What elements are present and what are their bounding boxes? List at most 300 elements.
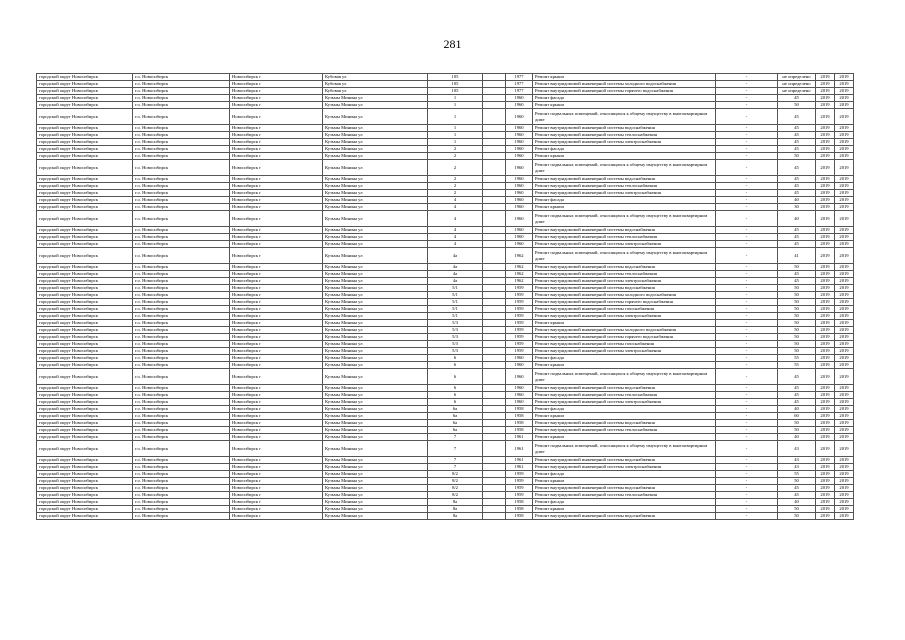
- house-number-cell: 5/3: [428, 334, 483, 341]
- city-cell: Новосибирск г: [230, 190, 323, 197]
- district-cell: городской округ Новосибирск: [37, 125, 133, 132]
- cost-cell: 50: [778, 299, 816, 306]
- cost-cell: 40: [778, 211, 816, 227]
- street-cell: Кузьмы Минина ул: [323, 406, 428, 413]
- house-number-cell: 4а: [428, 271, 483, 278]
- table-row: [37, 327, 854, 334]
- city-cell: Новосибирск г: [230, 153, 323, 160]
- end-year-cell: 2019: [835, 299, 854, 306]
- district-cell: городской округ Новосибирск: [37, 362, 133, 369]
- table-row: [37, 299, 854, 306]
- settlement-cell: г.о. Новосибирск: [133, 348, 230, 355]
- street-cell: Кузьмы Минина ул: [323, 139, 428, 146]
- work-type-cell: Ремонт крыши: [533, 320, 716, 327]
- city-cell: Новосибирск г: [230, 413, 323, 420]
- city-cell: Новосибирск г: [230, 183, 323, 190]
- blank-cell: [483, 506, 506, 513]
- end-year-cell: 2019: [835, 457, 854, 464]
- start-year-cell: 2019: [816, 441, 835, 457]
- end-year-cell: 2019: [835, 499, 854, 506]
- dash-cell: -: [716, 125, 778, 132]
- house-number-cell: 6а: [428, 406, 483, 413]
- end-year-cell: 2019: [835, 341, 854, 348]
- city-cell: Новосибирск г: [230, 139, 323, 146]
- dash-cell: -: [716, 241, 778, 248]
- city-cell: Новосибирск г: [230, 234, 323, 241]
- start-year-cell: 2019: [816, 81, 835, 88]
- city-cell: Новосибирск г: [230, 88, 323, 95]
- end-year-cell: 2019: [835, 190, 854, 197]
- cost-cell: 41: [778, 248, 816, 264]
- blank-cell: [483, 492, 506, 499]
- district-cell: городской округ Новосибирск: [37, 306, 133, 313]
- end-year-cell: 2019: [835, 74, 854, 81]
- street-cell: Кузьмы Минина ул: [323, 320, 428, 327]
- house-number-cell: 2: [428, 190, 483, 197]
- district-cell: городской округ Новосибирск: [37, 292, 133, 299]
- city-cell: Новосибирск г: [230, 506, 323, 513]
- end-year-cell: 2019: [835, 271, 854, 278]
- district-cell: городской округ Новосибирск: [37, 320, 133, 327]
- blank-cell: [483, 234, 506, 241]
- end-year-cell: 2019: [835, 146, 854, 153]
- settlement-cell: г.о. Новосибирск: [133, 434, 230, 441]
- settlement-cell: г.о. Новосибирск: [133, 153, 230, 160]
- cost-cell: 40: [778, 499, 816, 506]
- end-year-cell: 2019: [835, 506, 854, 513]
- table-row: [37, 441, 854, 457]
- cost-cell: не определено: [778, 74, 816, 81]
- year-built-cell: 1959: [506, 285, 533, 292]
- start-year-cell: 2019: [816, 271, 835, 278]
- end-year-cell: 2019: [835, 292, 854, 299]
- district-cell: городской округ Новосибирск: [37, 204, 133, 211]
- start-year-cell: 2019: [816, 88, 835, 95]
- year-built-cell: 1977: [506, 81, 533, 88]
- start-year-cell: 2019: [816, 320, 835, 327]
- city-cell: Новосибирск г: [230, 355, 323, 362]
- end-year-cell: 2019: [835, 348, 854, 355]
- end-year-cell: 2019: [835, 278, 854, 285]
- blank-cell: [483, 95, 506, 102]
- settlement-cell: г.о. Новосибирск: [133, 227, 230, 234]
- house-number-cell: 105: [428, 74, 483, 81]
- table-row: [37, 348, 854, 355]
- blank-cell: [483, 399, 506, 406]
- cost-cell: 50: [778, 334, 816, 341]
- house-number-cell: 6: [428, 362, 483, 369]
- settlement-cell: г.о. Новосибирск: [133, 499, 230, 506]
- end-year-cell: 2019: [835, 306, 854, 313]
- year-built-cell: 1960: [506, 204, 533, 211]
- end-year-cell: 2019: [835, 285, 854, 292]
- district-cell: городской округ Новосибирск: [37, 327, 133, 334]
- work-type-cell: Ремонт внутридомовой инженерной системы водоснабжения: [533, 285, 716, 292]
- cost-cell: 50: [778, 153, 816, 160]
- cost-cell: 50: [778, 348, 816, 355]
- start-year-cell: 2019: [816, 306, 835, 313]
- street-cell: Кузьмы Минина ул: [323, 513, 428, 520]
- street-cell: Кузьмы Минина ул: [323, 362, 428, 369]
- year-built-cell: 1960: [506, 211, 533, 227]
- work-type-cell: Ремонт фасада: [533, 355, 716, 362]
- year-built-cell: 1960: [506, 132, 533, 139]
- end-year-cell: 2019: [835, 241, 854, 248]
- city-cell: Новосибирск г: [230, 369, 323, 385]
- dash-cell: -: [716, 146, 778, 153]
- house-number-cell: 6а: [428, 420, 483, 427]
- street-cell: Кузьмы Минина ул: [323, 334, 428, 341]
- work-type-cell: Ремонт внутридомовой инженерной системы теплоснабжения: [533, 234, 716, 241]
- start-year-cell: 2019: [816, 313, 835, 320]
- start-year-cell: 2019: [816, 102, 835, 109]
- blank-cell: [483, 471, 506, 478]
- settlement-cell: г.о. Новосибирск: [133, 95, 230, 102]
- district-cell: городской округ Новосибирск: [37, 139, 133, 146]
- district-cell: городской округ Новосибирск: [37, 413, 133, 420]
- year-built-cell: 1960: [506, 399, 533, 406]
- city-cell: Новосибирск г: [230, 471, 323, 478]
- city-cell: Новосибирск г: [230, 334, 323, 341]
- start-year-cell: 2019: [816, 204, 835, 211]
- blank-cell: [483, 513, 506, 520]
- start-year-cell: 2019: [816, 95, 835, 102]
- year-built-cell: 1961: [506, 457, 533, 464]
- house-number-cell: 1: [428, 109, 483, 125]
- street-cell: Кузьмы Минина ул: [323, 241, 428, 248]
- street-cell: Кузьмы Минина ул: [323, 160, 428, 176]
- start-year-cell: 2019: [816, 471, 835, 478]
- house-number-cell: 4: [428, 211, 483, 227]
- cost-cell: 50: [778, 506, 816, 513]
- year-built-cell: 1958: [506, 406, 533, 413]
- blank-cell: [483, 299, 506, 306]
- district-cell: городской округ Новосибирск: [37, 299, 133, 306]
- blank-cell: [483, 109, 506, 125]
- house-number-cell: 2: [428, 146, 483, 153]
- dash-cell: -: [716, 139, 778, 146]
- blank-cell: [483, 204, 506, 211]
- district-cell: городской округ Новосибирск: [37, 457, 133, 464]
- start-year-cell: 2019: [816, 399, 835, 406]
- cost-cell: 40: [778, 197, 816, 204]
- start-year-cell: 2019: [816, 241, 835, 248]
- settlement-cell: г.о. Новосибирск: [133, 292, 230, 299]
- dash-cell: -: [716, 88, 778, 95]
- street-cell: Кузьмы Минина ул: [323, 369, 428, 385]
- settlement-cell: г.о. Новосибирск: [133, 271, 230, 278]
- cost-cell: 50: [778, 292, 816, 299]
- street-cell: Кузьмы Минина ул: [323, 153, 428, 160]
- dash-cell: -: [716, 413, 778, 420]
- end-year-cell: 2019: [835, 197, 854, 204]
- start-year-cell: 2019: [816, 160, 835, 176]
- city-cell: Новосибирск г: [230, 146, 323, 153]
- cost-cell: 50: [778, 341, 816, 348]
- blank-cell: [483, 102, 506, 109]
- settlement-cell: г.о. Новосибирск: [133, 109, 230, 125]
- table-row: [37, 499, 854, 506]
- year-built-cell: 1960: [506, 176, 533, 183]
- end-year-cell: 2019: [835, 485, 854, 492]
- dash-cell: -: [716, 327, 778, 334]
- blank-cell: [483, 427, 506, 434]
- street-cell: Кузьмы Минина ул: [323, 478, 428, 485]
- work-type-cell: Ремонт внутридомовой инженерной системы электроснабжения: [533, 399, 716, 406]
- blank-cell: [483, 271, 506, 278]
- district-cell: городской округ Новосибирск: [37, 285, 133, 292]
- table-row: [37, 457, 854, 464]
- work-type-cell: Ремонт внутридомовой инженерной системы водоснабжения: [533, 227, 716, 234]
- year-built-cell: 1959: [506, 313, 533, 320]
- district-cell: городской округ Новосибирск: [37, 385, 133, 392]
- start-year-cell: 2019: [816, 392, 835, 399]
- house-number-cell: 1: [428, 102, 483, 109]
- settlement-cell: г.о. Новосибирск: [133, 197, 230, 204]
- end-year-cell: 2019: [835, 88, 854, 95]
- end-year-cell: 2019: [835, 355, 854, 362]
- street-cell: Кузьмы Минина ул: [323, 227, 428, 234]
- house-number-cell: 7: [428, 434, 483, 441]
- dash-cell: -: [716, 102, 778, 109]
- start-year-cell: 2019: [816, 299, 835, 306]
- start-year-cell: 2019: [816, 292, 835, 299]
- house-number-cell: 5/3: [428, 348, 483, 355]
- settlement-cell: г.о. Новосибирск: [133, 464, 230, 471]
- city-cell: Новосибирск г: [230, 278, 323, 285]
- blank-cell: [483, 183, 506, 190]
- settlement-cell: г.о. Новосибирск: [133, 204, 230, 211]
- street-cell: Кузьмы Минина ул: [323, 464, 428, 471]
- end-year-cell: 2019: [835, 471, 854, 478]
- start-year-cell: 2019: [816, 499, 835, 506]
- year-built-cell: 1961: [506, 434, 533, 441]
- district-cell: городской округ Новосибирск: [37, 355, 133, 362]
- street-cell: Кузьмы Минина ул: [323, 385, 428, 392]
- dash-cell: -: [716, 513, 778, 520]
- blank-cell: [483, 264, 506, 271]
- dash-cell: -: [716, 441, 778, 457]
- blank-cell: [483, 160, 506, 176]
- year-built-cell: 1960: [506, 125, 533, 132]
- end-year-cell: 2019: [835, 227, 854, 234]
- end-year-cell: 2019: [835, 125, 854, 132]
- cost-cell: 43: [778, 457, 816, 464]
- work-type-cell: Ремонт внутридомовой инженерной системы водоснабжения: [533, 457, 716, 464]
- start-year-cell: 2019: [816, 341, 835, 348]
- city-cell: Новосибирск г: [230, 478, 323, 485]
- dash-cell: -: [716, 197, 778, 204]
- end-year-cell: 2019: [835, 81, 854, 88]
- dash-cell: -: [716, 81, 778, 88]
- street-cell: Кузьмы Минина ул: [323, 499, 428, 506]
- cost-cell: 45: [778, 183, 816, 190]
- street-cell: Кузьмы Минина ул: [323, 95, 428, 102]
- start-year-cell: 2019: [816, 406, 835, 413]
- dash-cell: -: [716, 132, 778, 139]
- dash-cell: -: [716, 471, 778, 478]
- table-row: [37, 320, 854, 327]
- table-row: [37, 74, 854, 81]
- cost-cell: 45: [778, 385, 816, 392]
- start-year-cell: 2019: [816, 190, 835, 197]
- work-type-cell: Ремонт крыши: [533, 74, 716, 81]
- year-built-cell: 1959: [506, 485, 533, 492]
- table-row: [37, 392, 854, 399]
- city-cell: Новосибирск г: [230, 464, 323, 471]
- work-type-cell: Ремонт подвальных помещений, относящихся к общему имуществу в многоквартирном доме: [533, 211, 716, 227]
- cost-cell: 45: [778, 95, 816, 102]
- work-type-cell: Ремонт фасада: [533, 406, 716, 413]
- district-cell: городской округ Новосибирск: [37, 427, 133, 434]
- work-type-cell: Ремонт внутридомовой инженерной системы холодного водоснабжения: [533, 292, 716, 299]
- district-cell: городской округ Новосибирск: [37, 248, 133, 264]
- end-year-cell: 2019: [835, 362, 854, 369]
- end-year-cell: 2019: [835, 95, 854, 102]
- house-number-cell: 1: [428, 139, 483, 146]
- blank-cell: [483, 241, 506, 248]
- end-year-cell: 2019: [835, 320, 854, 327]
- settlement-cell: г.о. Новосибирск: [133, 492, 230, 499]
- table-row: [37, 241, 854, 248]
- work-type-cell: Ремонт внутридомовой инженерной системы электроснабжения: [533, 278, 716, 285]
- street-cell: Кузьмы Минина ул: [323, 392, 428, 399]
- blank-cell: [483, 464, 506, 471]
- year-built-cell: 1959: [506, 348, 533, 355]
- house-number-cell: 4а: [428, 248, 483, 264]
- city-cell: Новосибирск г: [230, 271, 323, 278]
- work-type-cell: Ремонт внутридомовой инженерной системы теплоснабжения: [533, 392, 716, 399]
- city-cell: Новосибирск г: [230, 81, 323, 88]
- dash-cell: -: [716, 153, 778, 160]
- street-cell: Кубовая ул: [323, 88, 428, 95]
- street-cell: Кубовая ул: [323, 81, 428, 88]
- blank-cell: [483, 176, 506, 183]
- work-type-cell: Ремонт внутридомовой инженерной системы теплоснабжения: [533, 427, 716, 434]
- district-cell: городской округ Новосибирск: [37, 513, 133, 520]
- house-number-cell: 6а: [428, 427, 483, 434]
- table-row: [37, 399, 854, 406]
- start-year-cell: 2019: [816, 183, 835, 190]
- year-built-cell: 1960: [506, 241, 533, 248]
- dash-cell: -: [716, 478, 778, 485]
- blank-cell: [483, 369, 506, 385]
- district-cell: городской округ Новосибирск: [37, 211, 133, 227]
- table-row: [37, 204, 854, 211]
- table-row: [37, 227, 854, 234]
- blank-cell: [483, 74, 506, 81]
- house-number-cell: 2: [428, 160, 483, 176]
- year-built-cell: 1960: [506, 183, 533, 190]
- dash-cell: -: [716, 95, 778, 102]
- house-number-cell: 2: [428, 183, 483, 190]
- district-cell: городской округ Новосибирск: [37, 227, 133, 234]
- district-cell: городской округ Новосибирск: [37, 506, 133, 513]
- year-built-cell: 1959: [506, 327, 533, 334]
- settlement-cell: г.о. Новосибирск: [133, 471, 230, 478]
- house-number-cell: 8/2: [428, 471, 483, 478]
- table-row: [37, 355, 854, 362]
- house-number-cell: 5/3: [428, 327, 483, 334]
- settlement-cell: г.о. Новосибирск: [133, 160, 230, 176]
- street-cell: Кузьмы Минина ул: [323, 427, 428, 434]
- city-cell: Новосибирск г: [230, 385, 323, 392]
- start-year-cell: 2019: [816, 513, 835, 520]
- start-year-cell: 2019: [816, 478, 835, 485]
- start-year-cell: 2019: [816, 109, 835, 125]
- district-cell: городской округ Новосибирск: [37, 183, 133, 190]
- end-year-cell: 2019: [835, 392, 854, 399]
- work-type-cell: Ремонт подвальных помещений, относящихся к общему имуществу в многоквартирном доме: [533, 441, 716, 457]
- blank-cell: [483, 132, 506, 139]
- cost-cell: 45: [778, 392, 816, 399]
- city-cell: Новосибирск г: [230, 406, 323, 413]
- blank-cell: [483, 420, 506, 427]
- city-cell: Новосибирск г: [230, 492, 323, 499]
- dash-cell: -: [716, 285, 778, 292]
- cost-cell: не определено: [778, 88, 816, 95]
- settlement-cell: г.о. Новосибирск: [133, 234, 230, 241]
- work-type-cell: Ремонт фасада: [533, 197, 716, 204]
- year-built-cell: 1960: [506, 160, 533, 176]
- end-year-cell: 2019: [835, 413, 854, 420]
- table-row: [37, 506, 854, 513]
- cost-cell: 50: [778, 478, 816, 485]
- dash-cell: -: [716, 313, 778, 320]
- year-built-cell: 1960: [506, 234, 533, 241]
- blank-cell: [483, 362, 506, 369]
- cost-cell: 43: [778, 464, 816, 471]
- table-row: [37, 313, 854, 320]
- work-type-cell: Ремонт фасада: [533, 471, 716, 478]
- city-cell: Новосибирск г: [230, 227, 323, 234]
- district-cell: городской округ Новосибирск: [37, 278, 133, 285]
- settlement-cell: г.о. Новосибирск: [133, 132, 230, 139]
- work-type-cell: Ремонт внутридомовой инженерной системы электроснабжения: [533, 464, 716, 471]
- cost-cell: 50: [778, 427, 816, 434]
- street-cell: Кузьмы Минина ул: [323, 506, 428, 513]
- house-number-cell: 8/2: [428, 478, 483, 485]
- cost-cell: 50: [778, 420, 816, 427]
- settlement-cell: г.о. Новосибирск: [133, 139, 230, 146]
- district-cell: городской округ Новосибирск: [37, 74, 133, 81]
- district-cell: городской округ Новосибирск: [37, 464, 133, 471]
- end-year-cell: 2019: [835, 464, 854, 471]
- dash-cell: -: [716, 234, 778, 241]
- table-row: [37, 406, 854, 413]
- blank-cell: [483, 146, 506, 153]
- dash-cell: -: [716, 434, 778, 441]
- house-number-cell: 6: [428, 385, 483, 392]
- cost-cell: 40: [778, 406, 816, 413]
- end-year-cell: 2019: [835, 434, 854, 441]
- start-year-cell: 2019: [816, 211, 835, 227]
- dash-cell: -: [716, 385, 778, 392]
- dash-cell: -: [716, 348, 778, 355]
- start-year-cell: 2019: [816, 457, 835, 464]
- dash-cell: -: [716, 176, 778, 183]
- year-built-cell: 1960: [506, 102, 533, 109]
- street-cell: Кузьмы Минина ул: [323, 234, 428, 241]
- start-year-cell: 2019: [816, 197, 835, 204]
- end-year-cell: 2019: [835, 399, 854, 406]
- cost-cell: 50: [778, 320, 816, 327]
- table-row: [37, 146, 854, 153]
- settlement-cell: г.о. Новосибирск: [133, 313, 230, 320]
- cost-cell: 50: [778, 313, 816, 320]
- house-number-cell: 5/1: [428, 299, 483, 306]
- table-row: [37, 471, 854, 478]
